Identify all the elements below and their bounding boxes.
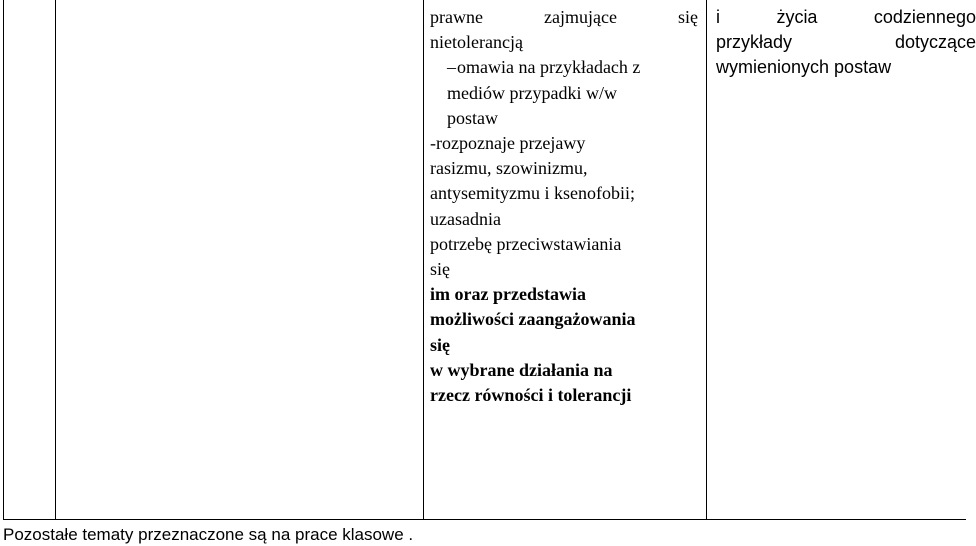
text-line <box>716 30 976 55</box>
table-cell-topic <box>55 0 423 520</box>
text-line: się <box>430 259 450 280</box>
word: dotyczące <box>894 32 976 53</box>
text-line: im oraz przedstawia <box>430 284 586 305</box>
text-line: w wybrane działania na <box>430 359 613 380</box>
text-line <box>716 5 976 30</box>
text-line: możliwości zaangażowania <box>430 309 636 330</box>
text-line: wymienionych postaw <box>716 57 892 78</box>
text-line: rzecz równości i tolerancji <box>430 385 632 406</box>
footer-note: Pozostałe tematy przeznaczone są na prace klasowe . <box>3 525 414 544</box>
text-line: uzasadnia <box>430 208 501 229</box>
word: i <box>716 7 720 27</box>
text-line: -rozpoznaje przejawy <box>430 133 586 154</box>
table-cell-number <box>3 0 55 520</box>
line-text: omawia na przykładach z <box>457 57 641 78</box>
text-line: potrzebę przeciwstawiania <box>430 233 622 254</box>
text-line: postaw <box>447 107 498 128</box>
word: codziennego <box>873 7 976 27</box>
word: się <box>678 7 698 27</box>
text-line: się <box>430 334 450 355</box>
text-line: mediów przypadki w/w <box>447 82 617 103</box>
text-line <box>430 55 698 80</box>
word: życia <box>776 7 818 27</box>
word: prawne <box>430 7 483 27</box>
requirements-basic-text <box>430 5 698 408</box>
requirements-extended-text <box>716 5 976 81</box>
text-line: rasizmu, szowinizmu, <box>430 158 588 179</box>
text-line: nietolerancją <box>430 32 523 53</box>
word: przykłady <box>716 32 793 53</box>
dash-bullet: – <box>447 57 456 78</box>
text-line: antysemityzmu i ksenofobii; <box>430 183 635 204</box>
word: zajmujące <box>544 7 617 27</box>
text-line <box>430 5 698 30</box>
